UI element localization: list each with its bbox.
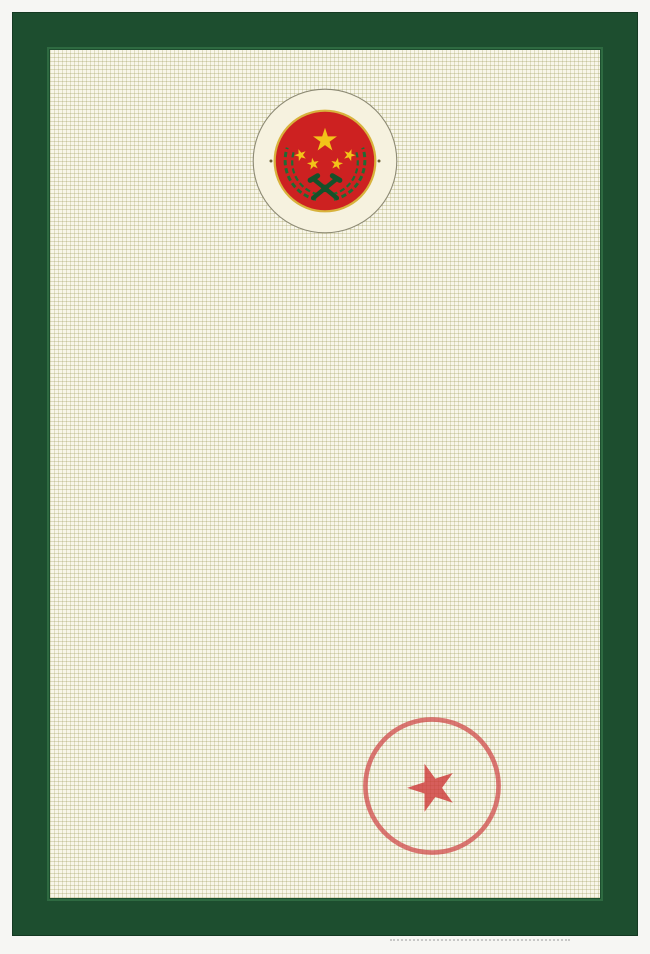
stamp-star — [402, 756, 462, 814]
qr-code — [77, 797, 177, 897]
ring-separator-dot-right — [378, 160, 381, 163]
scan-artifact — [390, 939, 570, 946]
emblem-red-disc — [275, 111, 376, 212]
ring-separator-dot-left — [270, 160, 273, 163]
border-ornament-bottom — [13, 905, 637, 935]
border-ornament-right — [607, 43, 637, 905]
border-ornament-top — [13, 13, 637, 43]
border-ornament-left — [13, 43, 43, 905]
association-red-stamp — [345, 699, 519, 873]
national-administration-emblem — [251, 87, 399, 235]
certificate-body — [50, 50, 600, 898]
